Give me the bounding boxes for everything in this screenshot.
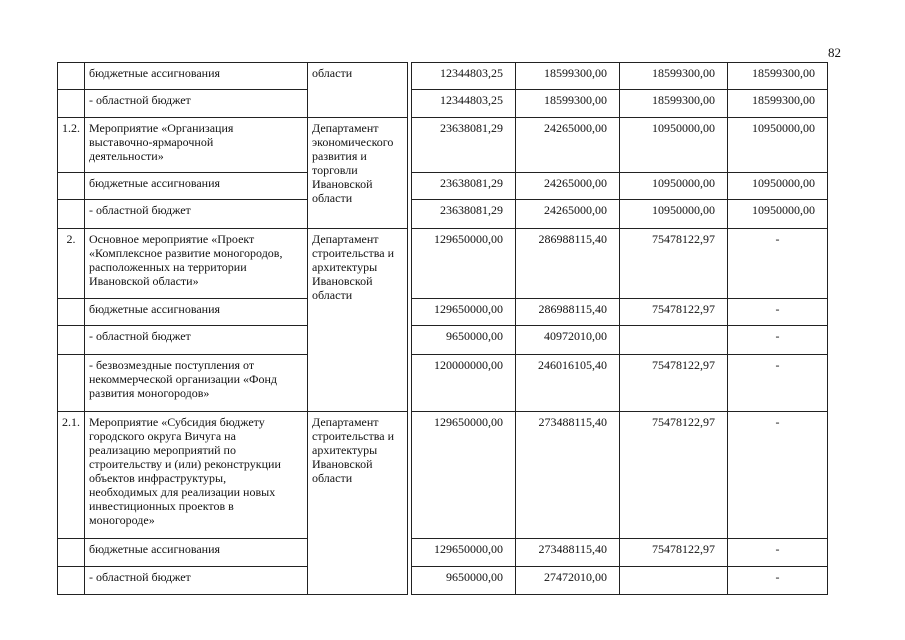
value-col-3: 75478122,97 (620, 539, 728, 567)
row-name: бюджетные ассигнования (85, 173, 308, 200)
value-col-2: 24265000,00 (516, 118, 620, 173)
table-row (58, 326, 828, 355)
row-number (58, 299, 85, 326)
row-number: 1.2. (58, 118, 85, 173)
table-row (58, 200, 828, 229)
value-col-1: 129650000,00 (412, 229, 516, 299)
value-col-4: - (728, 539, 828, 567)
table-row (58, 412, 828, 539)
row-number: 2. (58, 229, 85, 299)
value-col-2: 27472010,00 (516, 567, 620, 595)
value-col-1: 12344803,25 (412, 90, 516, 118)
table-row (58, 567, 828, 595)
value-col-4: - (728, 299, 828, 326)
value-col-3 (620, 326, 728, 355)
row-name: - областной бюджет (85, 90, 308, 118)
value-col-2: 286988115,40 (516, 299, 620, 326)
value-col-4: - (728, 326, 828, 355)
row-name: бюджетные ассигнования (85, 63, 308, 90)
value-col-1: 9650000,00 (412, 567, 516, 595)
value-col-2: 246016105,40 (516, 355, 620, 412)
value-col-2: 18599300,00 (516, 63, 620, 90)
row-name: - областной бюджет (85, 200, 308, 229)
value-col-1: 12344803,25 (412, 63, 516, 90)
value-col-3: 18599300,00 (620, 90, 728, 118)
value-col-4: - (728, 229, 828, 299)
value-col-4: 10950000,00 (728, 200, 828, 229)
value-col-1: 9650000,00 (412, 326, 516, 355)
page-number: 82 (828, 45, 841, 60)
value-col-1: 23638081,29 (412, 118, 516, 173)
value-col-3: 18599300,00 (620, 63, 728, 90)
value-col-4: - (728, 412, 828, 539)
value-col-4: - (728, 567, 828, 595)
value-col-4: - (728, 355, 828, 412)
row-number (58, 567, 85, 595)
row-name: бюджетные ассигнования (85, 539, 308, 567)
value-col-2: 24265000,00 (516, 200, 620, 229)
value-col-1: 120000000,00 (412, 355, 516, 412)
value-col-2: 273488115,40 (516, 539, 620, 567)
row-name: Мероприятие «Субсидия бюджету городского округа Вичуга на реализацию мероприятий по строительству и (или) реконструкции объектов инфраструктуры, необходимых для реализации новых инвестиционных проектов в моногороде» (85, 412, 308, 539)
value-col-3: 10950000,00 (620, 118, 728, 173)
value-col-3: 75478122,97 (620, 355, 728, 412)
table-row (58, 539, 828, 567)
value-col-1: 129650000,00 (412, 539, 516, 567)
row-number (58, 355, 85, 412)
table-row (58, 299, 828, 326)
table-row (58, 63, 828, 90)
row-department: Департамент экономического развития и торговли Ивановской области (308, 118, 408, 229)
row-number: 2.1. (58, 412, 85, 539)
budget-table (57, 62, 828, 595)
value-col-3: 75478122,97 (620, 229, 728, 299)
value-col-4: 10950000,00 (728, 118, 828, 173)
value-col-2: 40972010,00 (516, 326, 620, 355)
row-number (58, 326, 85, 355)
row-number (58, 90, 85, 118)
value-col-1: 129650000,00 (412, 299, 516, 326)
value-col-3 (620, 567, 728, 595)
row-number (58, 200, 85, 229)
value-col-3: 75478122,97 (620, 412, 728, 539)
row-number (58, 63, 85, 90)
row-number (58, 539, 85, 567)
row-name: - безвозмездные поступления от некоммерческой организации «Фонд развития моногородов» (85, 355, 308, 412)
value-col-3: 10950000,00 (620, 173, 728, 200)
row-department: области (308, 63, 408, 118)
value-col-2: 18599300,00 (516, 90, 620, 118)
row-department: Департамент строительства и архитектуры Ивановской области (308, 412, 408, 595)
value-col-3: 10950000,00 (620, 200, 728, 229)
value-col-4: 18599300,00 (728, 63, 828, 90)
table-row (58, 173, 828, 200)
table-row (58, 229, 828, 299)
row-department: Департамент строительства и архитектуры Ивановской области (308, 229, 408, 412)
row-number (58, 173, 85, 200)
value-col-1: 129650000,00 (412, 412, 516, 539)
value-col-1: 23638081,29 (412, 173, 516, 200)
value-col-4: 10950000,00 (728, 173, 828, 200)
table-row (58, 90, 828, 118)
row-name: - областной бюджет (85, 567, 308, 595)
value-col-2: 286988115,40 (516, 229, 620, 299)
value-col-3: 75478122,97 (620, 299, 728, 326)
row-name: бюджетные ассигнования (85, 299, 308, 326)
row-name: - областной бюджет (85, 326, 308, 355)
value-col-4: 18599300,00 (728, 90, 828, 118)
value-col-1: 23638081,29 (412, 200, 516, 229)
table-row (58, 118, 828, 173)
value-col-2: 273488115,40 (516, 412, 620, 539)
row-name: Основное мероприятие «Проект «Комплексное развитие моногородов, расположенных на территории Ивановской области» (85, 229, 308, 299)
value-col-2: 24265000,00 (516, 173, 620, 200)
row-name: Мероприятие «Организация выставочно-ярмарочной деятельности» (85, 118, 308, 173)
table-row (58, 355, 828, 412)
